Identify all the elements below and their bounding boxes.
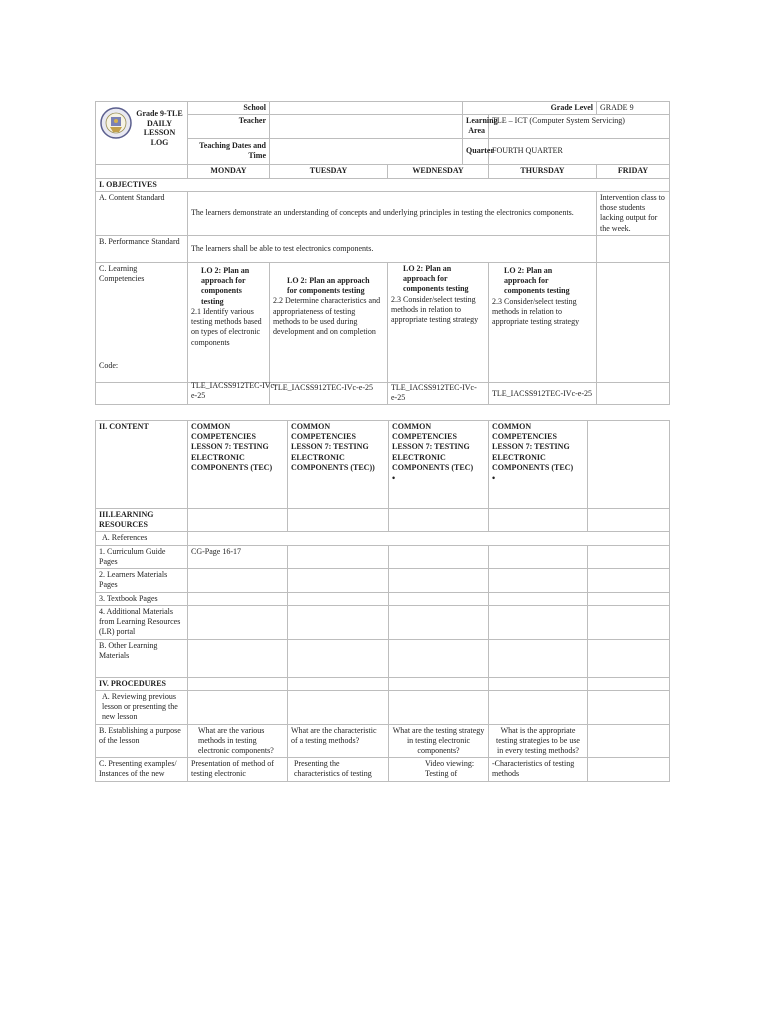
procedures-title: IV. PROCEDURES (96, 677, 188, 690)
learners-cell (288, 569, 389, 592)
content-thursday (489, 421, 588, 509)
textbook-cell (288, 592, 389, 605)
competency-lo: LO 2: Plan an approach for components testing (504, 265, 570, 296)
resources-cell (489, 509, 588, 532)
procedures-cell (389, 677, 489, 690)
objectives-title: I. OBJECTIVES (96, 178, 670, 191)
procedures-cell (188, 677, 288, 690)
textbook-cell (188, 592, 288, 605)
learners-cell (588, 569, 670, 592)
grade-level-value: GRADE 9 (597, 102, 670, 115)
grade-title: Grade 9-TLE (136, 109, 183, 118)
procedures-cell (588, 677, 670, 690)
other-cell (389, 639, 489, 677)
learners-label: 2. Learners Materials Pages (96, 569, 188, 592)
performance-standard-text: The learners shall be able to test electronics components. (188, 235, 597, 262)
competency-code: TLE_IACSS912TEC-IVc-e-25 (391, 382, 477, 403)
content-text: COMMON COMPETENCIES LESSON 7: TESTING ELECTRONIC COMPONENTS (TEC) (492, 422, 574, 472)
procedures-cell (489, 677, 588, 690)
performance-friday-cell (597, 235, 670, 262)
friday-intervention-note: Intervention class to those students lacking output for the week. (597, 191, 670, 235)
examples-label: C. Presenting examples/ Instances of the new (96, 758, 188, 781)
additional-cell (489, 605, 588, 639)
content-tuesday: COMMON COMPETENCIES LESSON 7: TESTING ELECTRONIC COMPONENTS (TEC)) (288, 421, 389, 509)
competency-text: 2.3 Consider/select testing methods in relation to appropriate testing strategy (492, 296, 580, 327)
day-header-tuesday: TUESDAY (270, 164, 388, 178)
competency-friday (597, 262, 670, 382)
performance-standard-label: B. Performance Standard (96, 235, 188, 262)
resources-cell (188, 509, 288, 532)
reviewing-label: A. Reviewing previous lesson or presenting the new lesson (96, 690, 188, 724)
curriculum-cell (389, 545, 489, 568)
other-cell (489, 639, 588, 677)
day-header-wednesday: WEDNESDAY (388, 164, 489, 178)
logo-cell (96, 102, 188, 165)
additional-materials-label: 4. Additional Materials from Learning Resources (LR) portal (96, 605, 188, 639)
dates-value[interactable] (270, 138, 463, 164)
content-friday (588, 421, 670, 509)
content-standard-text: The learners demonstrate an understanding of concepts and underlying principles in testing the electronics components. (188, 191, 597, 235)
competency-text: 2.1 Identify various testing methods based on types of electronic components (191, 306, 262, 347)
school-label: School (188, 102, 270, 115)
learning-area-value: TLE – ICT (Computer System Servicing) (489, 115, 670, 138)
teacher-value[interactable] (270, 115, 463, 138)
day-header-friday: FRIDAY (597, 164, 670, 178)
other-cell (188, 639, 288, 677)
purpose-monday: What are the various methods in testing electronic components? (188, 724, 288, 758)
content-bullet: • (392, 473, 396, 484)
resources-cell (288, 509, 389, 532)
competency-text: 2.2 Determine characteristics and appropriateness of testing methods to be used during development and on completion (273, 296, 381, 337)
resources-title: III.LEARNING RESOURCES (96, 509, 188, 532)
examples-monday: Presentation of method of testing electronic (188, 758, 288, 781)
resources-cell (389, 509, 489, 532)
references-label: A. References (96, 532, 188, 545)
competency-tuesday (270, 262, 388, 392)
lesson-log-body-table (95, 420, 670, 782)
additional-cell (288, 605, 389, 639)
other-cell (288, 639, 389, 677)
quarter-value: FOURTH QUARTER (489, 138, 670, 164)
competency-code: TLE_IACSS912TEC-IVc-e-25 (273, 382, 373, 392)
curriculum-cell (588, 545, 670, 568)
learners-cell (389, 569, 489, 592)
deped-seal-icon (99, 103, 133, 143)
competency-wednesday (388, 262, 489, 403)
curriculum-cell (489, 545, 588, 568)
competency-text: 2.3 Consider/select testing methods in relation to appropriate testing strategy (391, 294, 479, 325)
content-text: COMMON COMPETENCIES LESSON 7: TESTING ELECTRONIC COMPONENTS (TEC) (392, 422, 474, 472)
competencies-label: C. Learning Competencies (99, 263, 145, 284)
dates-label: Teaching Dates and Time (188, 138, 270, 164)
purpose-thursday: What is the appropriate testing strategies to be use in every testing methods? (489, 724, 588, 758)
reviewing-cell (288, 690, 389, 724)
curriculum-label: 1. Curriculum Guide Pages (96, 545, 188, 568)
examples-tuesday: Presenting the characteristics of testing (288, 758, 389, 781)
additional-cell (188, 605, 288, 639)
resources-cell (588, 509, 670, 532)
reviewing-cell (188, 690, 288, 724)
reviewing-cell (489, 690, 588, 724)
additional-cell (588, 605, 670, 639)
examples-thursday: -Characteristics of testing methods (489, 758, 588, 781)
content-monday: COMMON COMPETENCIES LESSON 7: TESTING ELECTRONIC COMPONENTS (TEC) (188, 421, 288, 509)
competency-lo: LO 2: Plan an approach for components testing (201, 265, 250, 306)
textbook-cell (389, 592, 489, 605)
teacher-label: Teacher (188, 115, 270, 138)
competency-code: TLE_IACSS912TEC-IVc-e-25 (191, 380, 277, 401)
competency-thursday (489, 262, 597, 398)
day-header-blank (96, 164, 188, 178)
purpose-label: B. Establishing a purpose of the lesson (96, 724, 188, 758)
reviewing-cell (588, 690, 670, 724)
textbook-cell (489, 592, 588, 605)
code-label: Code: (99, 360, 119, 370)
examples-friday (588, 758, 670, 781)
curriculum-cell (288, 545, 389, 568)
lesson-log-header-table (95, 101, 670, 405)
examples-wednesday: Video viewing: Testing of (389, 758, 489, 781)
learners-cell (489, 569, 588, 592)
learners-cell (188, 569, 288, 592)
day-header-monday: MONDAY (188, 164, 270, 178)
curriculum-monday: CG-Page 16-17 (188, 545, 288, 568)
textbook-cell (588, 592, 670, 605)
textbook-label: 3. Textbook Pages (96, 592, 188, 605)
content-bullet: • (492, 473, 496, 484)
additional-cell (389, 605, 489, 639)
competency-lo: LO 2: Plan an approach for components testing (287, 275, 370, 296)
competency-monday (188, 262, 277, 401)
reviewing-cell (389, 690, 489, 724)
code-row-spacer (96, 382, 188, 404)
content-standard-label: A. Content Standard (96, 191, 188, 235)
purpose-wednesday: What are the testing strategy in testing electronic components? (389, 724, 489, 758)
procedures-cell (288, 677, 389, 690)
competencies-label-cell (96, 262, 188, 382)
content-wednesday (389, 421, 489, 509)
learning-area-label: Learning Area (463, 115, 489, 138)
competency-lo: LO 2: Plan an approach for components testing (403, 263, 469, 294)
grade-level-label: Grade Level (463, 102, 597, 115)
other-cell (588, 639, 670, 677)
competency-code: TLE_IACSS912TEC-IVc-e-25 (492, 388, 592, 398)
school-value[interactable] (270, 102, 463, 115)
code-row-cell (597, 382, 670, 404)
purpose-tuesday: What are the characteristic of a testing methods? (288, 724, 389, 758)
references-cell (188, 532, 670, 545)
purpose-friday (588, 724, 670, 758)
log-title: DAILY LESSON LOG (143, 118, 176, 147)
day-header-thursday: THURSDAY (489, 164, 597, 178)
quarter-label: Quarter (463, 138, 489, 164)
content-title: II. CONTENT (96, 421, 188, 509)
other-materials-label: B. Other Learning Materials (96, 639, 188, 677)
